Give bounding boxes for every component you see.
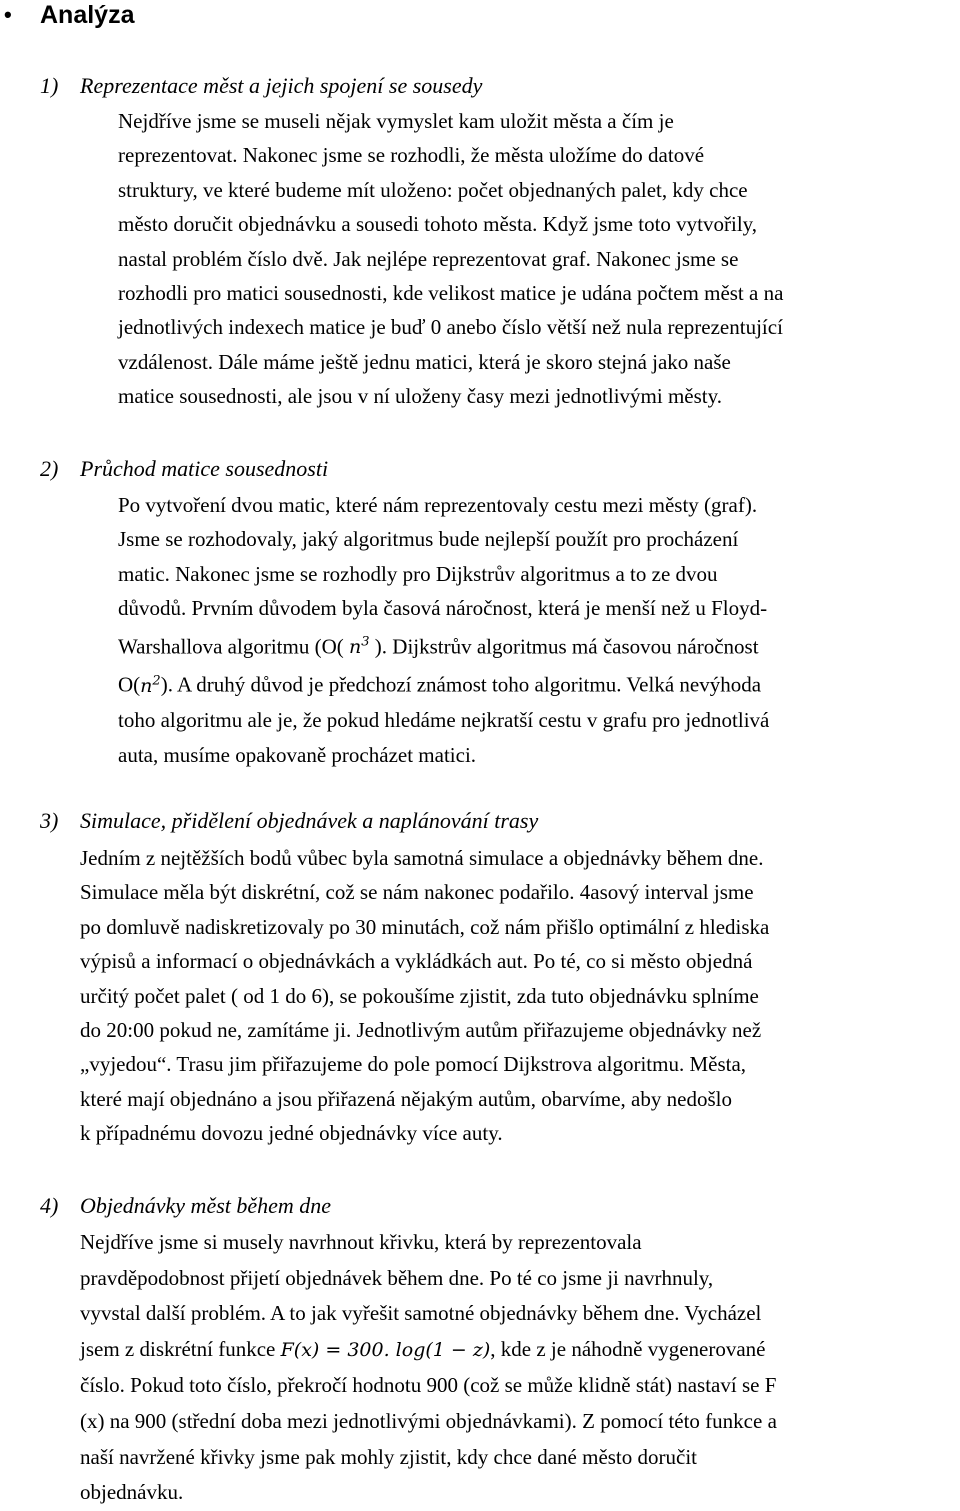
section-number: 1) bbox=[40, 73, 59, 98]
section-1-title bbox=[40, 71, 482, 101]
section-number: 2) bbox=[40, 456, 59, 481]
section-4-paragraph bbox=[80, 1225, 956, 1511]
math-base: n bbox=[349, 635, 362, 658]
section-title-text: Objednávky měst během dne bbox=[80, 1193, 332, 1218]
paragraph-text: Nejdříve jsme si musely navrhnout křivku, která by reprezentovala pravděpodobnost přijetí objednávek během dne. Po té co jsme ji navrhnuly, vyvstal další problém. A to jak vyřešit samotné objednávky během dne. Vycházel jsem z diskrétní funkce bbox=[80, 1230, 762, 1361]
math-exponent: 3 bbox=[361, 634, 370, 650]
section-number: 4) bbox=[40, 1193, 59, 1218]
section-number: 3) bbox=[40, 808, 59, 833]
section-2-paragraph bbox=[118, 488, 958, 772]
section-4-title bbox=[40, 1191, 331, 1221]
math-formula bbox=[140, 675, 161, 697]
math-formula: F(x) = 300. log(1 − z) bbox=[280, 1338, 491, 1361]
section-3-paragraph: Jedním z nejtěžších bodů vůbec byla samotná simulace a objednávky během dne. Simulace měla být diskrétní, což se nám nakonec podařilo. 4asový interval jsme po domluvě nadiskretizovaly po 30 minutách, což nám přišlo optimální z hlediska výpisů a informací o objednávkách a vykládkách aut. Po té, co si město objedná určitý počet palet ( od 1 do 6), se pokoušíme zjistit, zda tuto objednávku splníme do 20:00 pokud ne, zamítáme ji. Jednotlivým autům přiřazujeme objednávky než „vyjedou“. Trasu jim přiřazujeme do pole pomocí Dijkstrova algoritmu. Města, které mají objednáno a jsou přiřazená nějakým autům, obarvíme, aby nedošlo k případnému dovozu jedné objednávky více auty. bbox=[80, 846, 770, 1146]
paragraph-text: Po vytvoření dvou matic, které nám reprezentovaly cestu mezi městy (graf). Jsme se rozhodovaly, jaký algoritmus bude nejlepší použít pro procházení matic. Nakonec jsme se rozhodly pro Dijkstrův algoritmus a to ze dvou důvodů. Prvním důvodem byla časová náročnost, která je menší než u Floyd- Warshallova algoritmu (O( bbox=[118, 493, 768, 658]
section-2-title bbox=[40, 454, 328, 484]
math-base: n bbox=[140, 674, 153, 697]
section-3-title bbox=[40, 806, 538, 836]
math-exponent: 2 bbox=[152, 673, 161, 689]
section-1-paragraph: Nejdříve jsme se museli nějak vymyslet kam uložit města a čím je reprezentovat. Nakonec jsme se rozhodli, že města uložíme do datové struktury, ve které budeme mít uloženo: počet objednaných palet, kdy chce město doručit objednávku a sousedi tohoto města. Když jsme toto vytvořily, nastal problém číslo dvě. Jak nejlépe reprezentovat graf. Nakonec jsme se rozhodli pro matici sousednosti, kde velikost matice je udána počtem měst a na jednotlivých indexech matice je buď 0 anebo číslo větší než nula reprezentující vzdálenost. Dále máme ještě jednu matici, která je skoro stejná jako naše matice sousednosti, ale jsou v ní uloženy časy mezi jednotlivými městy. bbox=[118, 109, 784, 409]
section-title-text: Simulace, přidělení objednávek a naplánování trasy bbox=[80, 808, 539, 833]
heading-title: Analýza bbox=[40, 1, 135, 29]
paragraph-text: ). A druhý důvod je předchozí známost toho algoritmu. Velká nevýhoda toho algoritmu ale je, že pokud hledáme nejkratší cestu v grafu pro jednotlivá auta, musíme opakovaně procházet matici. bbox=[118, 672, 770, 767]
section-title-text: Průchod matice sousednosti bbox=[80, 456, 329, 481]
paragraph-text: ). Dijkstrův algoritmus má časovou náročnost O( bbox=[118, 633, 759, 697]
section-title-text: Reprezentace měst a jejich spojení se sousedy bbox=[80, 73, 483, 98]
bullet-icon: • bbox=[4, 2, 12, 27]
paragraph-text: , kde z je náhodně vygenerované číslo. Pokud toto číslo, překročí hodnotu 900 (což se může klidně stát) nastaví se F (x) na 900 (střední doba mezi jednotlivými objednávkami). Z pomocí této funkce a naší navržené křivky jsme pak mohly zjistit, kdy chce dané město doručit objednávku. bbox=[80, 1336, 777, 1505]
math-formula bbox=[349, 636, 370, 658]
